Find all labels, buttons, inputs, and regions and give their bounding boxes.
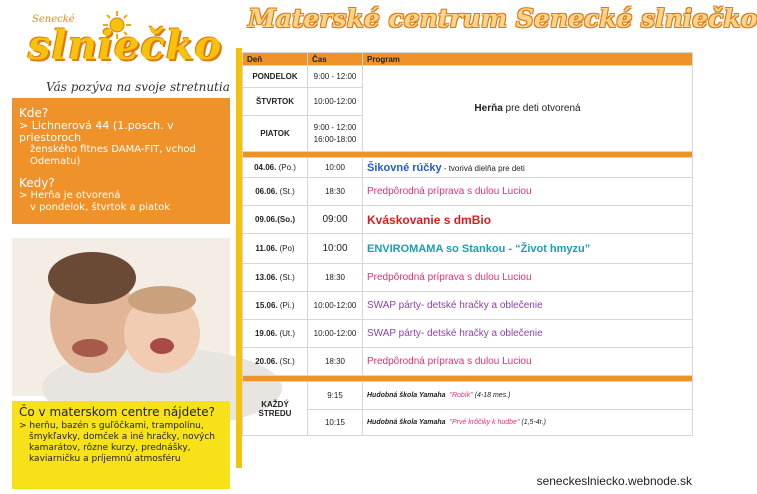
table-row [243,158,693,178]
event-time: 10:00 [308,234,363,264]
event-title [363,158,693,178]
open-time: 10:00-12:00 [308,88,363,116]
event-time: 18:30 [308,178,363,206]
open-time: 9:00 - 12:00 [308,66,363,88]
co-heading: Čo v materskom centre nájdete? [19,405,216,419]
table-row [243,348,693,376]
table-row [243,410,693,436]
open-day: PONDELOK [243,66,308,88]
event-title-text: Predpôrodná príprava s dulou Luciou [367,272,532,283]
event-time: 10:00 [308,158,363,178]
event-date [243,292,308,320]
weekly-time: 9:15 [308,382,363,410]
event-date [243,234,308,264]
header-time: Čas [308,53,363,66]
event-title [363,206,693,234]
table-row [243,382,693,410]
table-row [243,320,693,348]
amenities-panel [12,401,230,489]
event-title-text: SWAP párty- detské hračky a oblečenie [367,328,543,339]
open-program-bold: Herňa [474,103,503,114]
event-date [243,320,308,348]
open-time [308,116,363,152]
event-title-text: Šikovné rúčky [367,161,442,174]
open-time-line: 16:00-18:00 [313,135,357,144]
event-dow: (Pi.) [277,301,295,310]
event-date-day: 15.06. [255,301,278,310]
header-day: Deň [243,53,308,66]
event-date [243,264,308,292]
event-title [363,292,693,320]
event-title [363,178,693,206]
weekly-program [363,410,693,436]
open-program [363,66,693,152]
schedule-table [242,52,693,436]
table-row [243,264,693,292]
weekly-school: Hudobná škola Yamaha [367,392,446,399]
open-time-line: 9:00 - 12:00 [313,123,357,132]
event-dow: (St.) [277,273,295,282]
weekly-course: "Robík" [449,392,473,399]
kde-line: > Lichnerová 44 (1.posch. v priestoroch [19,119,174,144]
event-dow: (Ut.) [277,329,296,338]
event-time: 10:00-12:00 [308,320,363,348]
event-title-text: Predpôrodná príprava s dulou Luciou [367,186,532,197]
event-title-text: SWAP párty- detské hračky a oblečenie [367,300,543,311]
event-dow: (Po.) [276,163,296,172]
event-date-day: 20.06. [255,357,278,366]
weekly-program [363,382,693,410]
kedy-line: > Herňa je otvorená [19,190,121,201]
event-date-day: 09.06. [254,215,278,224]
website-link[interactable]: seneckeslniecko.webnode.sk [536,474,692,488]
co-line: šmykľavky, domček a iné hračky, nových [29,432,215,442]
event-title-text: ENVIROMAMA so Stankou - “Život hmyzu” [367,242,591,255]
event-time: 09:00 [308,206,363,234]
event-dow: (St.) [277,357,295,366]
header-program: Program [363,53,693,66]
event-dow: (So.) [277,215,296,224]
event-date [243,348,308,376]
event-title [363,348,693,376]
father-baby-photo [12,238,230,396]
event-dow: (Po) [277,244,295,253]
event-time: 18:30 [308,264,363,292]
event-time: 10:00-12:00 [308,292,363,320]
open-day: ŠTVRTOK [243,88,308,116]
weekly-age: (4-18 mes.) [472,392,511,399]
co-line: > herňu, bazén s guľôčkami, trampolínu, [19,421,204,431]
kedy-line: v pondelok, štvrtok a piatok [30,202,171,213]
kde-line: ženského fitnes DAMA-FIT, vchod [30,144,196,155]
event-note: - tvorivá dielňa pre deti [441,163,525,173]
open-day: PIATOK [243,116,308,152]
kde-line: Odematu) [30,156,81,167]
weekly-day: KAŽDÝ STREDU [243,382,308,436]
event-title [363,264,693,292]
weekly-age: (1,5-4r.) [519,419,547,426]
table-row [243,292,693,320]
co-line: kamarátov, rôzne kurzy, prednášky, [29,443,191,453]
event-title [363,320,693,348]
event-date-day: 19.06. [254,329,278,338]
co-line: kaviarničku a príjemnú atmosféru [29,454,181,464]
info-panel [12,98,230,224]
page-title: Materské centrum Senecké slniečko [248,4,757,33]
table-row [243,206,693,234]
table-row [243,234,693,264]
logo [10,4,230,74]
event-date [243,158,308,178]
event-date [243,206,308,234]
open-program-rest: pre deti otvorená [502,103,581,114]
event-title [363,234,693,264]
logo-big-text: slniečko [28,22,223,69]
event-date-day: 11.06. [255,244,278,253]
event-date-day: 04.06. [254,163,277,172]
event-time: 18:30 [308,348,363,376]
event-date-day: 13.06. [255,273,278,282]
kde-heading: Kde? [19,106,49,120]
weekly-time: 10:15 [308,410,363,436]
event-date-day: 06.06. [255,187,278,196]
event-title-text: Predpôrodná príprava s dulou Luciou [367,356,532,367]
table-row [243,178,693,206]
weekly-course: "Prvé krôčiky k hudbe" [449,419,520,426]
kedy-heading: Kedy? [19,176,55,190]
logo-small-text: Senecké [32,14,75,25]
weekly-school: Hudobná škola Yamaha [367,419,446,426]
event-title-text: Kváskovanie s dmBio [367,212,492,227]
event-dow: (St.) [277,187,295,196]
invite-text: Vás pozýva na svoje stretnutia [46,80,230,94]
event-date [243,178,308,206]
